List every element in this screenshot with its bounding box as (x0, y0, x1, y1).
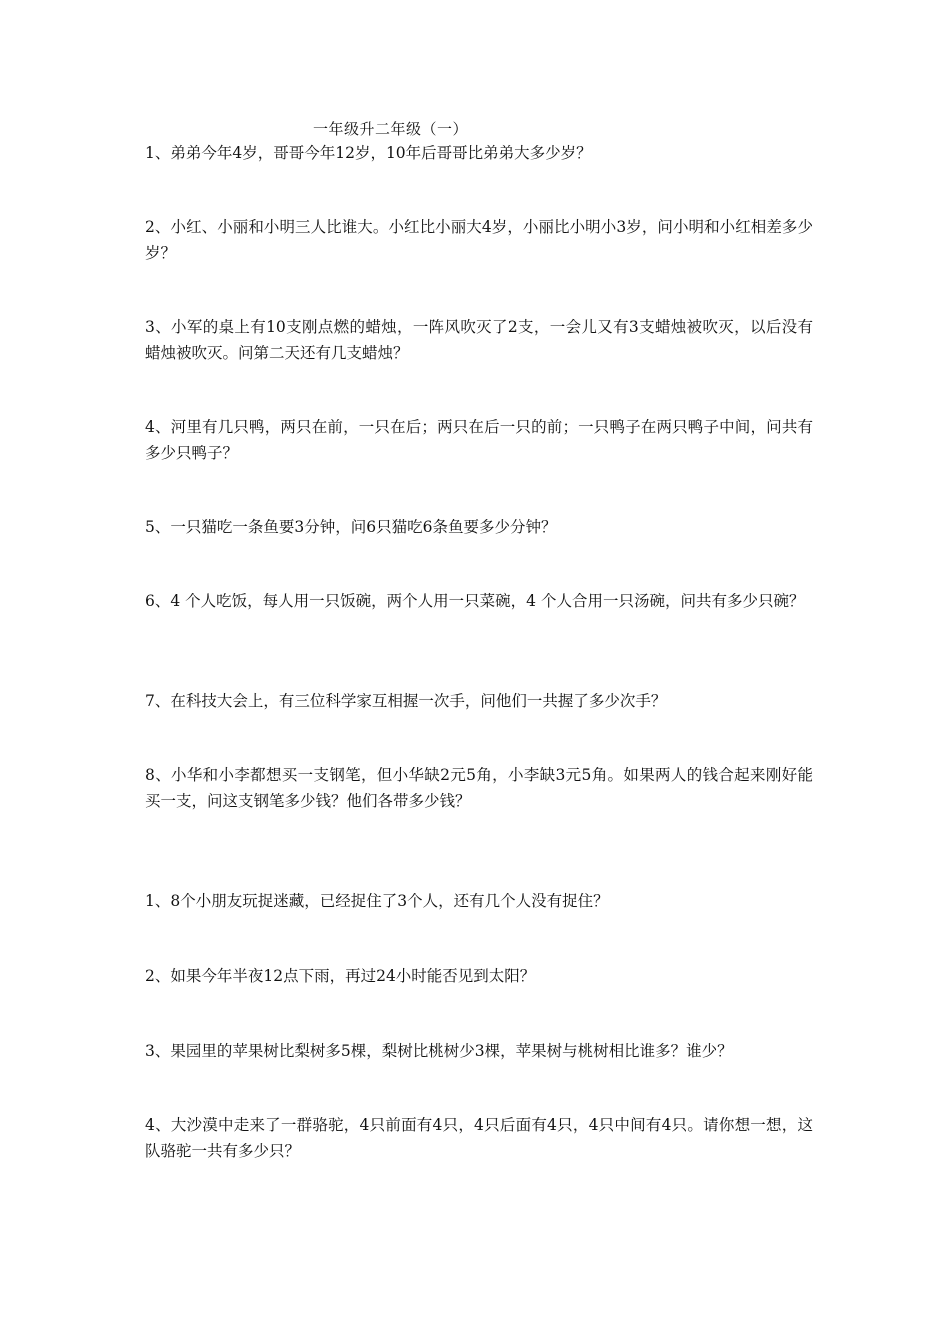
question-7: 7、在科技大会上，有三位科学家互相握一次手，问他们一共握了多少次手？ (145, 692, 667, 710)
question-2-1: 1、8个小朋友玩捉迷藏，已经捉住了3个人，还有几个人没有捉住？ (145, 892, 609, 910)
question-4: 4、河里有几只鸭，两只在前，一只在后；两只在后一只的前；一只鸭子在两只鸭子中间，问共有多少只鸭子？ (145, 418, 813, 462)
question-5: 5、一只猫吃一条鱼要3分钟，问6只猫吃6条鱼要多少分钟？ (145, 518, 557, 536)
question-8: 8、小华和小李都想买一支钢笔，但小华缺2元5角，小李缺3元5角。如果两人的钱合起来刚好能买一支，问这支钢笔多少钱？他们各带多少钱？ (145, 766, 813, 810)
question-2: 2、小红、小丽和小明三人比谁大。小红比小丽大4岁，小丽比小明小3岁，问小明和小红相差多少岁？ (145, 218, 813, 262)
question-3: 3、小军的桌上有10支刚点燃的蜡烛，一阵风吹灭了2支，一会儿又有3支蜡烛被吹灭，以后没有蜡烛被吹灭。问第二天还有几支蜡烛？ (145, 318, 813, 362)
question-2-2: 2、如果今年半夜12点下雨，再过24小时能否见到太阳？ (145, 967, 536, 985)
page-title: 一年级升二年级（一） (313, 120, 469, 138)
question-6: 6、4 个人吃饭，每人用一只饭碗，两个人用一只菜碗，4 个人合用一只汤碗，问共有多少只碗？ (145, 592, 805, 610)
question-1: 1、弟弟今年4岁，哥哥今年12岁，10年后哥哥比弟弟大多少岁？ (145, 144, 592, 162)
question-2-4: 4、大沙漠中走来了一群骆驼，4只前面有4只，4只后面有4只，4只中间有4只。请你想一想，这队骆驼一共有多少只？ (145, 1116, 813, 1160)
question-2-3: 3、果园里的苹果树比梨树多5棵，梨树比桃树少3棵，苹果树与桃树相比谁多？谁少？ (145, 1042, 733, 1060)
